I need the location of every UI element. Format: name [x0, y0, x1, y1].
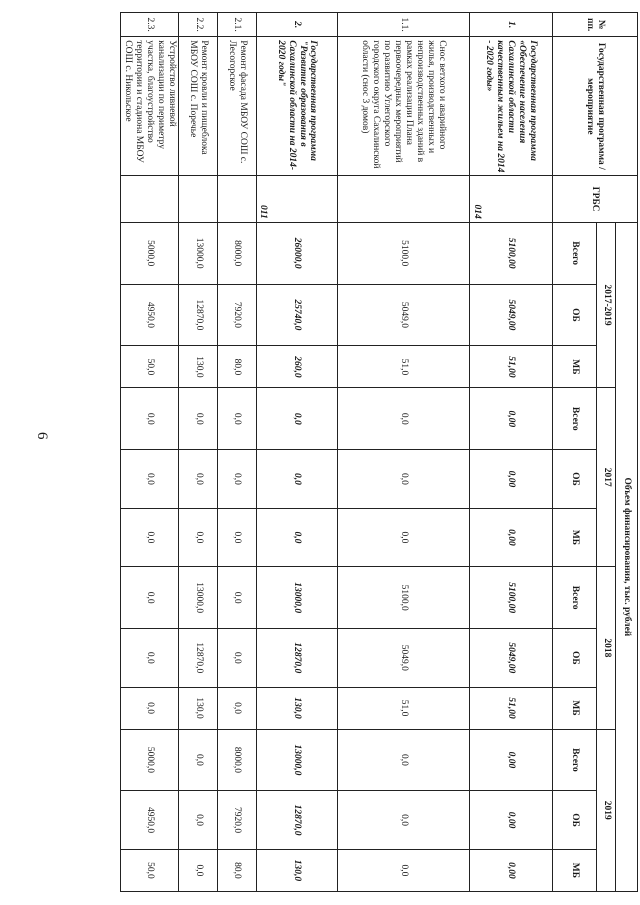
- header-ob: ОБ: [552, 450, 597, 509]
- row-value: 26000,0: [256, 222, 337, 284]
- table-row: [337, 13, 469, 892]
- row-value: 0,0: [179, 450, 218, 509]
- header-mb: МБ: [552, 508, 597, 567]
- funding-table: [120, 12, 638, 892]
- table-row: [256, 13, 337, 892]
- row-value: 0,00: [469, 388, 552, 450]
- row-value: 5049,00: [469, 629, 552, 688]
- row-number: 1.: [469, 13, 552, 37]
- row-value: 5000,0: [121, 222, 179, 284]
- row-value: 5100,00: [469, 567, 552, 629]
- header-grbs: ГРБС: [552, 176, 637, 222]
- row-value: 5049,0: [337, 284, 469, 346]
- row-value: 50,0: [121, 849, 179, 891]
- rotated-table-wrapper: [120, 12, 638, 892]
- page-number: 6: [34, 432, 50, 440]
- row-value: 0,0: [179, 388, 218, 450]
- row-value: 7920,0: [218, 284, 257, 346]
- row-name: Ремонт кровли и пищеблока МБОУ СОШ с. Поречье: [179, 37, 218, 176]
- row-value: 51,00: [469, 346, 552, 388]
- row-grbs: 011: [256, 176, 337, 222]
- header-num: № пп.: [552, 13, 637, 37]
- row-grbs: [218, 176, 257, 222]
- row-value: 0,0: [256, 450, 337, 509]
- row-value: 0,0: [121, 567, 179, 629]
- header-period: 2017-2019: [597, 222, 615, 388]
- row-value: 0,0: [337, 508, 469, 567]
- row-value: 0,0: [256, 388, 337, 450]
- header-total: Всего: [552, 729, 597, 791]
- row-value: 25740,0: [256, 284, 337, 346]
- row-value: 13000,0: [256, 729, 337, 791]
- row-name: Ремонт фасада МБОУ СОШ с. Лесогорское: [218, 37, 257, 176]
- row-value: 4950,0: [121, 791, 179, 850]
- row-grbs: [337, 176, 469, 222]
- table-body: [121, 13, 553, 892]
- row-value: 130,0: [256, 687, 337, 729]
- header-funding: Объем финансирования, тыс. рублей: [615, 222, 637, 891]
- row-value: 0,0: [256, 508, 337, 567]
- row-value: 0,00: [469, 729, 552, 791]
- table-row: [218, 13, 257, 892]
- row-grbs: [121, 176, 179, 222]
- row-value: 0,0: [179, 791, 218, 850]
- header-total: Всего: [552, 388, 597, 450]
- header-total: Всего: [552, 222, 597, 284]
- header-ob: ОБ: [552, 284, 597, 346]
- row-value: 0,0: [121, 450, 179, 509]
- row-number: 2.: [256, 13, 337, 37]
- row-value: 0,0: [121, 508, 179, 567]
- row-value: 0,00: [469, 849, 552, 891]
- row-name: Государственная программа «Обеспечение населения Сахалинской области качественным жильем на 2014 - 2020 годы»: [469, 37, 552, 176]
- table-row: [121, 13, 179, 892]
- row-name: Снос ветхого и аварийного жилья, производственных и непроизводственных зданий в рамках реализации Плана первоочередных мероприятий по развитию Углегорского городского округа Сахалинской области (снос 3 домов): [337, 37, 469, 176]
- row-value: 0,0: [337, 450, 469, 509]
- table-row: [179, 13, 218, 892]
- row-value: 4950,0: [121, 284, 179, 346]
- row-value: 0,0: [121, 629, 179, 688]
- row-value: 80,0: [218, 849, 257, 891]
- row-value: 0,0: [179, 849, 218, 891]
- row-name: Устройство ливневой канализации по периметру участка, благоустройство территории и стадиона МБОУ СОШ с. Никольское: [121, 37, 179, 176]
- row-value: 50,0: [121, 346, 179, 388]
- row-value: 0,0: [218, 629, 257, 688]
- row-value: 0,0: [121, 388, 179, 450]
- row-value: 51,0: [337, 346, 469, 388]
- row-value: 0,00: [469, 508, 552, 567]
- header-ob: ОБ: [552, 791, 597, 850]
- row-value: 0,0: [121, 687, 179, 729]
- row-value: 51,0: [337, 687, 469, 729]
- table-row: [469, 13, 552, 892]
- row-value: 0,0: [218, 567, 257, 629]
- row-number: 2.3.: [121, 13, 179, 37]
- row-value: 130,0: [256, 849, 337, 891]
- row-value: 51,00: [469, 687, 552, 729]
- row-value: 12870,0: [256, 791, 337, 850]
- row-name: Государственная программа "Развитие образования в Сахалинской области на 2014-2020 годы": [256, 37, 337, 176]
- row-value: 0,0: [179, 729, 218, 791]
- row-value: 0,0: [337, 729, 469, 791]
- row-value: 260,0: [256, 346, 337, 388]
- row-grbs: [179, 176, 218, 222]
- row-value: 12870,0: [179, 284, 218, 346]
- row-value: 12870,0: [179, 629, 218, 688]
- row-value: 5100,0: [337, 222, 469, 284]
- row-value: 0,0: [337, 791, 469, 850]
- row-value: 0,00: [469, 450, 552, 509]
- row-value: 5100,0: [337, 567, 469, 629]
- row-value: 13000,0: [179, 222, 218, 284]
- row-value: 0,0: [218, 388, 257, 450]
- row-value: 7920,0: [218, 791, 257, 850]
- row-grbs: 014: [469, 176, 552, 222]
- row-number: 2.1.: [218, 13, 257, 37]
- row-value: 13000,0: [256, 567, 337, 629]
- row-value: 13000,0: [179, 567, 218, 629]
- row-value: 5049,00: [469, 284, 552, 346]
- header-ob: ОБ: [552, 629, 597, 688]
- header-mb: МБ: [552, 849, 597, 891]
- header-mb: МБ: [552, 687, 597, 729]
- header-period: 2019: [597, 729, 615, 891]
- row-value: 0,0: [218, 450, 257, 509]
- row-value: 8000,0: [218, 729, 257, 791]
- header-total: Всего: [552, 567, 597, 629]
- row-value: 5049,0: [337, 629, 469, 688]
- row-value: 130,0: [179, 687, 218, 729]
- row-value: 0,0: [218, 687, 257, 729]
- row-value: 0,00: [469, 791, 552, 850]
- row-value: 5000,0: [121, 729, 179, 791]
- header-period: 2017: [597, 388, 615, 567]
- row-value: 12870,0: [256, 629, 337, 688]
- row-value: 0,0: [337, 849, 469, 891]
- row-value: 8000,0: [218, 222, 257, 284]
- header-mb: МБ: [552, 346, 597, 388]
- row-value: 130,0: [179, 346, 218, 388]
- row-value: 5100,00: [469, 222, 552, 284]
- row-number: 1.1.: [337, 13, 469, 37]
- header-period: 2018: [597, 567, 615, 729]
- header-name: Государственная программа / мероприятие: [552, 37, 637, 176]
- row-value: 80,0: [218, 346, 257, 388]
- row-number: 2.2.: [179, 13, 218, 37]
- row-value: 0,0: [337, 388, 469, 450]
- row-value: 0,0: [179, 508, 218, 567]
- row-value: 0,0: [218, 508, 257, 567]
